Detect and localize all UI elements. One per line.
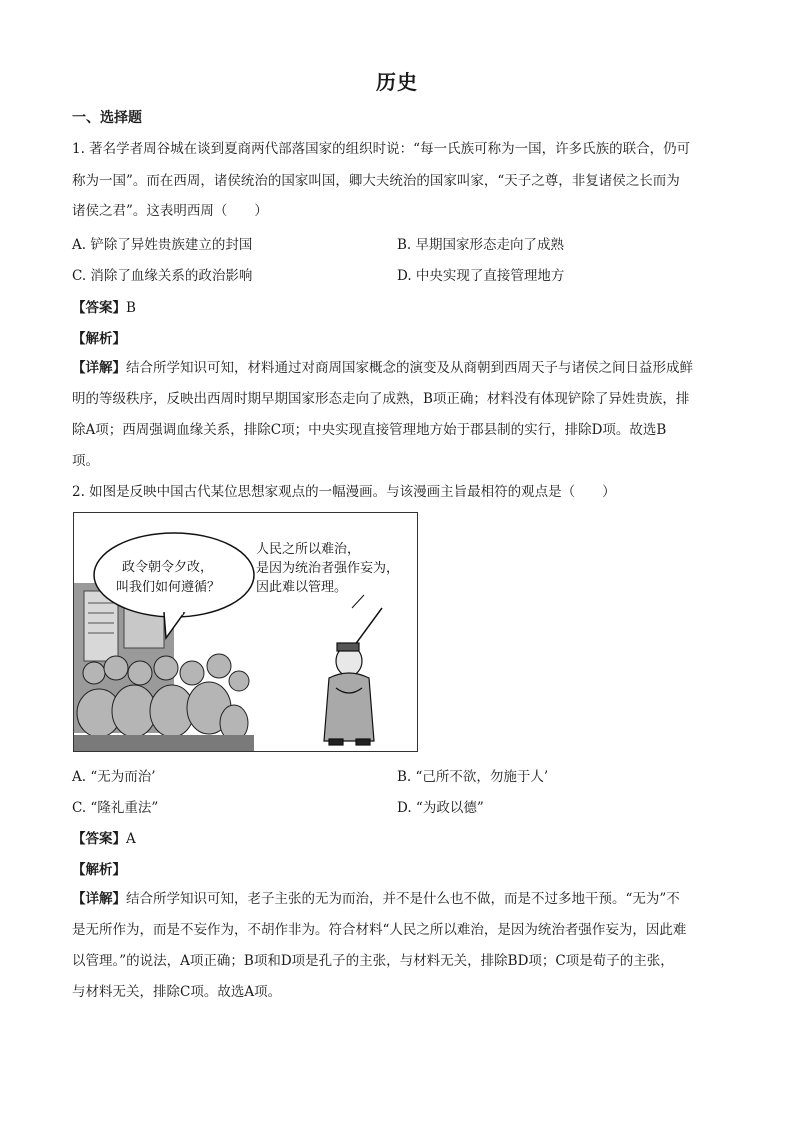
- q1-detail-line-1: [72, 358, 722, 378]
- comic-thinker-figure: [324, 608, 382, 745]
- q1-stem-line-3: 诸侯之君”。这表明西周（ ）: [72, 203, 268, 219]
- q2-answer-value: A: [126, 831, 136, 847]
- q1-stem-line-2: 称为一国”。而在西周，诸侯统治的国家叫国，卿大夫统治的国家叫家，“天子之尊，非复诸侯之长而为: [72, 173, 680, 189]
- q2-detail-tag: 【详解】: [72, 891, 126, 907]
- q1-answer-value: B: [126, 300, 136, 316]
- q1-option-c: C. 消除了血缘关系的政治影响: [72, 268, 253, 284]
- q1-answer-tag: 【答案】: [72, 300, 126, 316]
- q2-answer-tag: 【答案】: [72, 831, 126, 847]
- q2-option-b: B. “己所不欲，勿施于人’: [397, 769, 549, 785]
- comic-left-bubble-line-2: 叫我们如何遵循？: [116, 580, 221, 595]
- q1-detail-line-3: 除A项；西周强调血缘关系，排除C项；中央实现直接管理地方始于郡县制的实行，排除D项。故选B: [72, 422, 667, 438]
- q2-detail-line-1: [72, 889, 722, 909]
- q1-option-d: D. 中央实现了直接管理地方: [397, 268, 565, 284]
- q1-detail-tag: 【详解】: [72, 360, 126, 376]
- comic-ground: [74, 735, 254, 752]
- q1-detail-text-1: 结合所学知识可知，材料通过对商周国家概念的演变及从商朝到西周天子与诸侯之间日益形成鲜: [126, 360, 693, 376]
- comic-illustration: [73, 512, 418, 752]
- comic-right-line-2: 是因为统治者强作妄为，: [256, 561, 400, 576]
- section-heading: 一、选择题: [72, 110, 142, 126]
- q1-stem-line-1: 1. 著名学者周谷城在谈到夏商两代部落国家的组织时说：“每一氏族可称为一国，许多氏族的联合，仍可: [72, 141, 691, 157]
- q2-detail-line-3: 以管理。”的说法，A项正确；B项和D项是孔子的主张，与材料无关，排除BD项；C项是荀子的主张，: [72, 953, 674, 969]
- q1-analysis-tag: 【解析】: [72, 331, 126, 347]
- q2-option-a: A. “无为而治’: [72, 769, 156, 785]
- comic-left-bubble-line-1: 政令朝令夕改，: [122, 560, 214, 575]
- q2-stem: 2. 如图是反映中国古代某位思想家观点的一幅漫画。与该漫画主旨最相符的观点是（ ）: [72, 484, 616, 500]
- comic-drawing: [74, 513, 418, 752]
- q2-option-c: C. “隆礼重法”: [72, 800, 159, 816]
- q1-detail-line-2: 明的等级秩序，反映出西周时期早期国家形态走向了成熟，B项正确；材料没有体现铲除了异姓贵族，排: [72, 391, 690, 407]
- comic-right-text: [256, 542, 399, 608]
- q1-option-a: A. 铲除了异姓贵族建立的封国: [72, 237, 253, 253]
- q2-detail-line-2: 是无所作为，而是不妄作为，不胡作非为。符合材料“人民之所以难治，是因为统治者强作妄为，因此难: [72, 922, 687, 938]
- q1-option-b: B. 早期国家形态走向了成熟: [397, 237, 565, 253]
- q2-detail-text-1: 结合所学知识可知，老子主张的无为而治，并不是什么也不做，而是不过多地干预。“无为”不: [126, 891, 680, 907]
- q1-detail-line-4: 项。: [72, 453, 99, 469]
- q2-analysis-tag: 【解析】: [72, 862, 126, 878]
- page-title: 历史: [376, 70, 418, 94]
- q2-option-d: D. “为政以德”: [397, 800, 484, 816]
- q2-detail-line-4: 与材料无关，排除C项。故选A项。: [72, 984, 282, 1000]
- comic-right-line-1: 人民之所以难治，: [256, 542, 361, 557]
- q1-answer: [72, 296, 136, 316]
- q2-answer: [72, 827, 136, 847]
- comic-right-line-3: 因此难以管理。: [256, 580, 348, 595]
- comic-crowd: [77, 654, 249, 741]
